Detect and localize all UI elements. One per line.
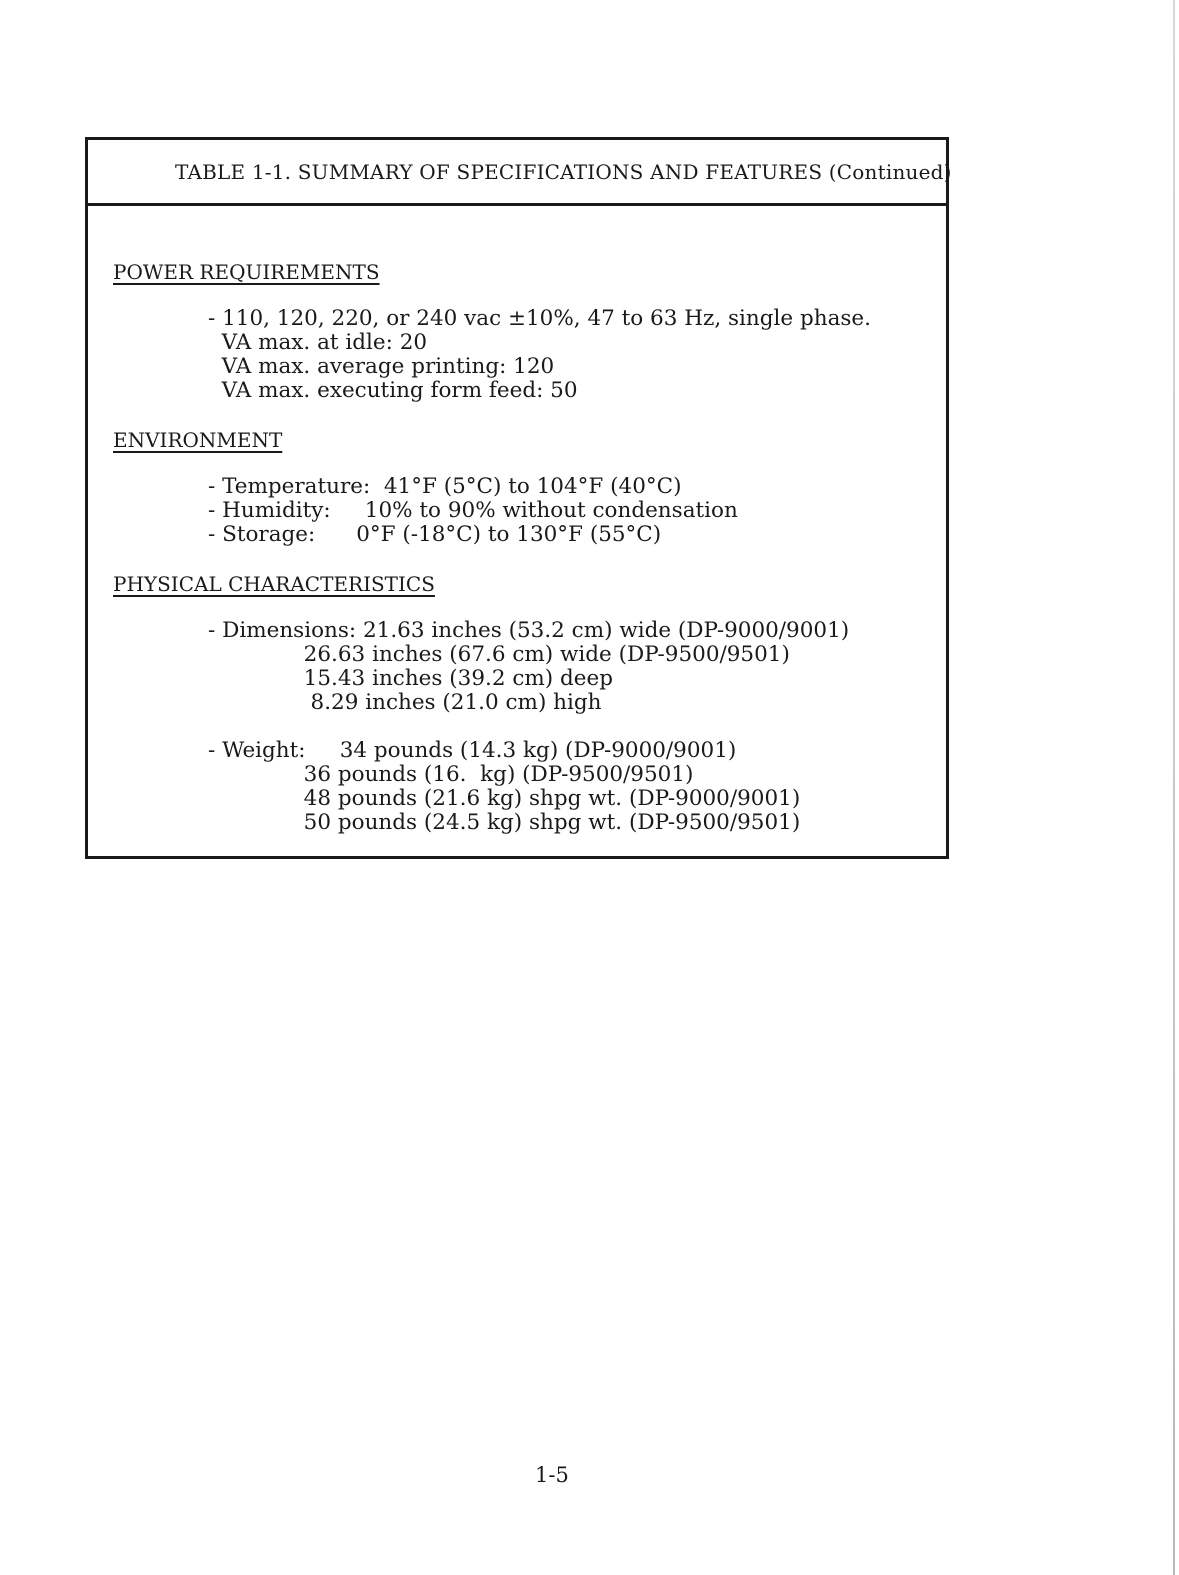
power-line: - 110, 120, 220, or 240 vac ±10%, 47 to 63 Hz, single phase. xyxy=(208,306,871,331)
power-requirements-heading: POWER REQUIREMENTS xyxy=(113,260,380,284)
power-line: VA max. average printing: 120 xyxy=(208,354,555,379)
physical-characteristics-heading: PHYSICAL CHARACTERISTICS xyxy=(113,572,435,596)
page-edge xyxy=(1173,0,1175,1575)
environment-line: - Humidity: 10% to 90% without condensation xyxy=(208,498,738,523)
table-title: TABLE 1-1. SUMMARY OF SPECIFICATIONS AND FEATURES (Continued) xyxy=(175,160,952,184)
power-line: VA max. at idle: 20 xyxy=(208,330,428,355)
dimensions-line: - Dimensions: 21.63 inches (53.2 cm) wide (DP-9000/9001) xyxy=(208,618,850,643)
dimensions-line: 15.43 inches (39.2 cm) deep xyxy=(208,666,613,691)
environment-heading: ENVIRONMENT xyxy=(113,428,283,452)
weight-line: - Weight: 34 pounds (14.3 kg) (DP-9000/9001) xyxy=(208,738,737,763)
environment-line: - Storage: 0°F (-18°C) to 130°F (55°C) xyxy=(208,522,662,547)
power-line: VA max. executing form feed: 50 xyxy=(208,378,578,403)
weight-line: 36 pounds (16. kg) (DP-9500/9501) xyxy=(208,762,694,787)
environment-line: - Temperature: 41°F (5°C) to 104°F (40°C) xyxy=(208,474,682,499)
dimensions-line: 26.63 inches (67.6 cm) wide (DP-9500/9501) xyxy=(208,642,790,667)
weight-line: 48 pounds (21.6 kg) shpg wt. (DP-9000/9001) xyxy=(208,786,801,811)
table-header xyxy=(88,140,952,206)
dimensions-line: 8.29 inches (21.0 cm) high xyxy=(208,690,602,715)
page-number: 1-5 xyxy=(535,1463,569,1487)
spec-table xyxy=(85,137,952,859)
weight-line: 50 pounds (24.5 kg) shpg wt. (DP-9500/9501) xyxy=(208,810,801,835)
